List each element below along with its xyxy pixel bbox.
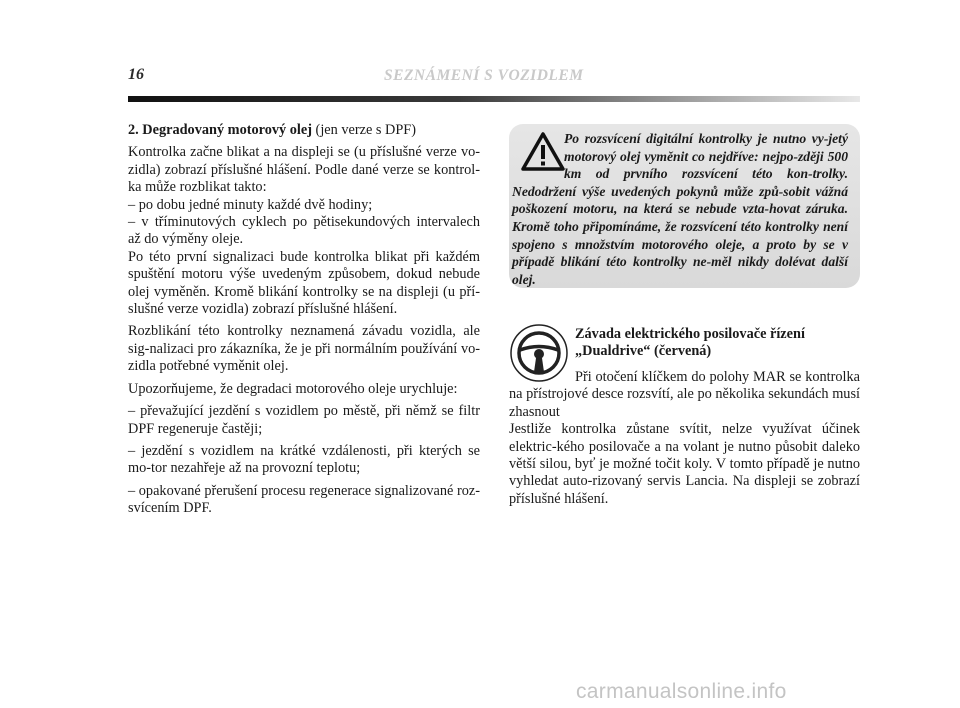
warning-text: Po rozsvícení digitální kontrolky je nutno vy-jetý motorový olej vyměnit co nejdříve: nejpo-zději 500 km od prvního rozsvícení této kon-trolky. Nedodržení výše uvedených pokynů může způ-sobit vážná poškození motoru, na která se nebude vzta-hovat záruka. Kromě toho připomínáme, že rozsvícení této kontrolky není spojeno s množstvím motorového oleje, a proto by se v případě blikání této kontrolky ne-měl nikdy dolévat další olej. bbox=[512, 131, 848, 287]
list-item: – jezdění s vozidlem na krátké vzdálenosti, při kterých se mo-tor nezahřeje až na provozní teplotu; bbox=[128, 442, 480, 477]
fault-paragraph: Při otočení klíčkem do polohy MAR se kontrolka na přístrojové desce rozsvítí, ale po několika sekundách musí zhasnout bbox=[509, 369, 860, 420]
fault-paragraph: Jestliže kontrolka zůstane svítit, nelze využívat účinek elektric-kého posilovače a na volant je nutno působit daleko větší silou, byť je možné točit koly. V tomto případě je nutno vyhledat auto-rizovaný servis Lancia. Na displeji se zobrazí příslušné hlášení. bbox=[509, 421, 860, 507]
watermark: carmanualsonline.info bbox=[576, 680, 787, 703]
steering-fault-title bbox=[575, 326, 860, 361]
list-item: – opakované přerušení procesu regenerace signalizované roz-svícením DPF. bbox=[128, 482, 480, 517]
intro-line: – po dobu jedné minuty každé dvě hodiny; bbox=[128, 196, 373, 213]
section-title: SEZNÁMENÍ S VOZIDLEM bbox=[384, 67, 584, 84]
section-heading bbox=[128, 122, 480, 139]
intro-line: Kontrolka začne blikat a na displeji se (u příslušné verze vo-zidla) zobrazí příslušné hlášení. Podle dané verze se kontrol-ka může rozblikat takto: bbox=[128, 144, 480, 196]
header-rule bbox=[128, 96, 860, 102]
list-item: – převažující jezdění s vozidlem po městě, při němž se filtr DPF regeneruje častěji; bbox=[128, 403, 480, 437]
fault-title-line: Závada elektrického posilovače řízení bbox=[575, 326, 805, 342]
paragraph-meaning: Rozblikání této kontrolky neznamená závadu vozidla, ale sig-nalizaci pro zákazníka, že je při normálním používání vo-zidla potřebné vyměnit olej. bbox=[128, 323, 480, 375]
page-number: 16 bbox=[128, 66, 144, 83]
warning-box bbox=[509, 124, 860, 288]
paragraph-intro bbox=[128, 144, 480, 318]
heading-bold: 2. Degradovaný motorový olej bbox=[128, 122, 312, 138]
intro-line: Po této první signalizaci bude kontrolka blikat při každém spuštění motoru výše uvedeným způsobem, dokud nebude olej vyměněn. Kromě blikání kontrolky se na displeji (u pří-slušné verze vozidla) zobrazí příslušné hlášení. bbox=[128, 248, 480, 318]
steering-fault-body bbox=[509, 369, 860, 508]
left-column bbox=[128, 122, 480, 523]
heading-rest: (jen verze s DPF) bbox=[311, 122, 417, 138]
paragraph-notice: Upozorňujeme, že degradaci motorového oleje urychluje: bbox=[128, 380, 458, 397]
fault-title-line: „Dualdrive“ (červená) bbox=[575, 343, 712, 360]
intro-line: – v tříminutových cyklech po pětisekundových intervalech až do výměny oleje. bbox=[128, 214, 480, 248]
